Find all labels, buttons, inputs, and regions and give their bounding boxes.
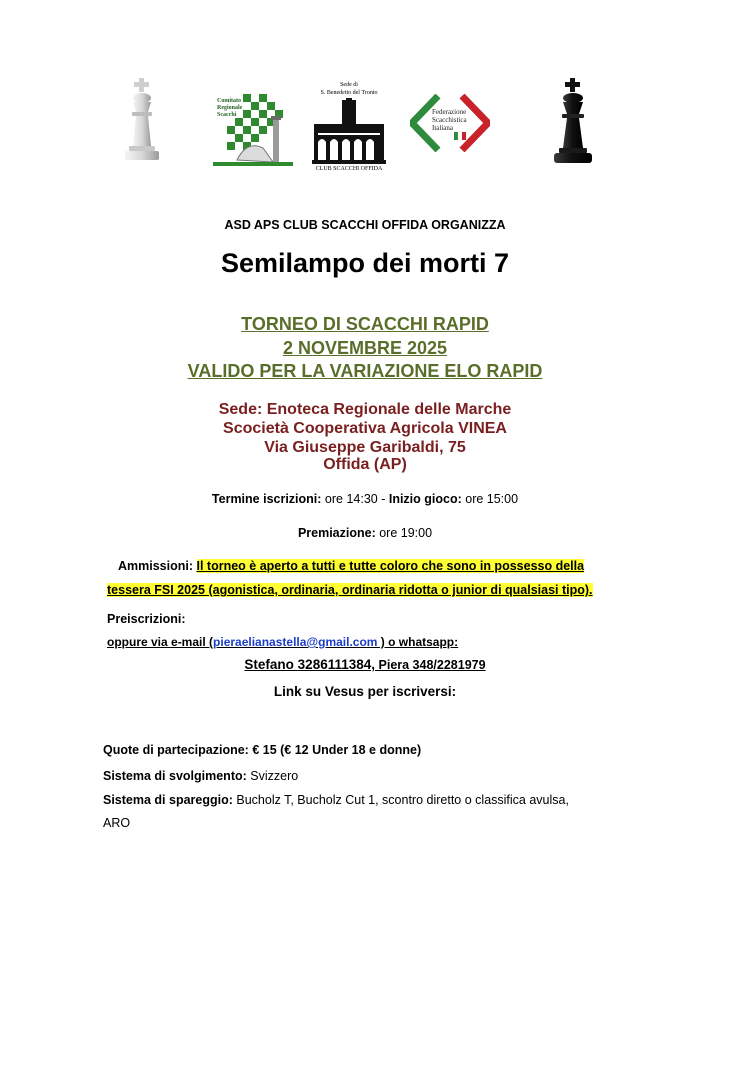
club-scacchi-offida-logo bbox=[308, 82, 390, 178]
vesus-link-label: Link su Vesus per iscriversi: bbox=[273, 684, 457, 699]
fsi-text: Federazione Scacchistica Italiana bbox=[432, 108, 467, 132]
participation-fee: Quote di partecipazione: € 15 (€ 12 Under 18 e donne) bbox=[103, 743, 422, 757]
termine-value: ore 14:30 - bbox=[321, 492, 389, 506]
phone-contacts bbox=[0, 657, 730, 672]
tiebreak-continuation: ARO bbox=[103, 816, 131, 830]
offida-bottom: CLUB SCACCHI OFFIDA bbox=[315, 166, 383, 172]
white-king-logo bbox=[118, 76, 166, 164]
premiazione-value: ore 19:00 bbox=[375, 526, 433, 540]
email-link[interactable]: pieraelianastella@gmail.com bbox=[213, 635, 378, 649]
tiebreak-value: Bucholz T, Bucholz Cut 1, scontro diretto o classifica avulsa, bbox=[232, 793, 569, 807]
organizer-line: ASD APS CLUB SCACCHI OFFIDA ORGANIZZA bbox=[224, 218, 506, 232]
premiazione-label: Premiazione: bbox=[297, 526, 376, 540]
comitato-regionale-scacchi-logo bbox=[213, 88, 293, 168]
schedule-line bbox=[0, 492, 730, 506]
tournament-date: 2 NOVEMBRE 2025 bbox=[282, 338, 448, 358]
admission-line-1 bbox=[118, 559, 584, 573]
venue-name: Sede: Enoteca Regionale delle Marche bbox=[218, 401, 512, 418]
game-system-label: Sistema di svolgimento: bbox=[103, 769, 247, 783]
tournament-elo-line: VALIDO PER LA VARIAZIONE ELO RAPID bbox=[187, 361, 543, 381]
admission-text-2: tessera FSI 2025 (agonistica, ordinaria, ordinaria ridotta o junior di qualsiasi tipo). bbox=[107, 583, 593, 597]
game-system-value: Svizzero bbox=[246, 769, 299, 783]
premiazione-line bbox=[0, 526, 730, 540]
offida-top-name: S. Benedetto del Tronto bbox=[320, 90, 378, 96]
admission-text-1: Il torneo è aperto a tutti e tutte coloro che sono in possesso della bbox=[196, 559, 585, 573]
admission-line-2 bbox=[107, 583, 593, 597]
email-suffix: ) o whatsapp: bbox=[377, 635, 459, 649]
venue-company: Scocietà Cooperativa Agricola VINEA bbox=[223, 420, 507, 437]
venue-address: Via Giuseppe Garibaldi, 75 bbox=[264, 439, 466, 456]
venue-city: Offida (AP) bbox=[323, 456, 407, 473]
tiebreak-line bbox=[103, 793, 569, 807]
tiebreak-label: Sistema di spareggio: bbox=[103, 793, 233, 807]
tournament-line-1: TORNEO DI SCACCHI RAPID bbox=[241, 314, 489, 334]
event-title: Semilampo dei morti 7 bbox=[220, 248, 510, 278]
offida-top-small: Sede di bbox=[340, 82, 358, 88]
phone-stefano: Stefano 3286111384, bbox=[244, 657, 376, 672]
fsi-logo bbox=[410, 94, 490, 152]
comitato-text: Comitato Regionale Scacchi bbox=[217, 98, 243, 118]
admission-label: Ammissioni: bbox=[118, 559, 197, 573]
black-king-logo bbox=[545, 76, 601, 166]
game-system-line bbox=[103, 769, 298, 783]
preregistration-label: Preiscrizioni: bbox=[107, 612, 186, 626]
email-line bbox=[107, 635, 458, 649]
email-prefix: oppure via e-mail ( bbox=[107, 635, 214, 649]
inizio-value: ore 15:00 bbox=[461, 492, 519, 506]
phone-piera: Piera 348/2281979 bbox=[375, 658, 486, 672]
termine-label: Termine iscrizioni: bbox=[211, 492, 322, 506]
inizio-label: Inizio gioco: bbox=[388, 492, 462, 506]
